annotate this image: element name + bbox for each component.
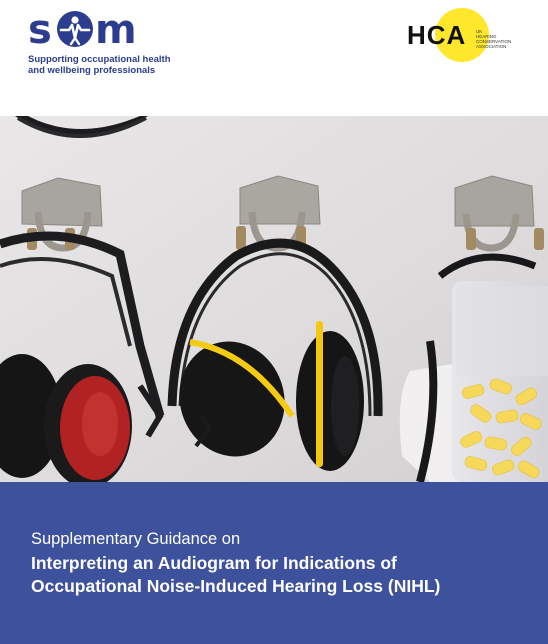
som-letter-m: m: [95, 7, 136, 53]
hca-subtitle-line-4: ASSOCIATION: [476, 44, 507, 49]
som-o-circle: [57, 11, 93, 47]
cover-title: [31, 552, 531, 598]
cover-subtitle: Supplementary Guidance on: [31, 530, 241, 548]
cover-header: [0, 0, 548, 116]
som-letter-s: s: [28, 7, 51, 53]
hca-subtitle-line-3: CONSERVATION: [476, 39, 512, 44]
hca-logo: [405, 8, 525, 64]
cover-title-line-2: Occupational Noise-Induced Hearing Loss (NIHL): [31, 576, 441, 596]
som-tagline-line-1: Supporting occupational health: [28, 54, 171, 65]
som-tagline: [28, 54, 228, 76]
som-wordmark: [28, 7, 228, 53]
hca-subtitle-line-2: HEARING: [476, 34, 497, 39]
cover-title-line-1: Interpreting an Audiogram for Indications of: [31, 553, 397, 573]
cover-photo: [0, 116, 548, 482]
hca-subtitle: [476, 29, 511, 49]
som-logo: [28, 7, 228, 76]
som-tagline-line-2: and wellbeing professionals: [28, 65, 156, 76]
hca-subtitle-line-1: UK: [476, 29, 483, 34]
ear-defenders-on-hooks-photo: [0, 116, 548, 482]
hca-letters: HCA: [407, 20, 467, 50]
person-icon: [57, 11, 93, 47]
